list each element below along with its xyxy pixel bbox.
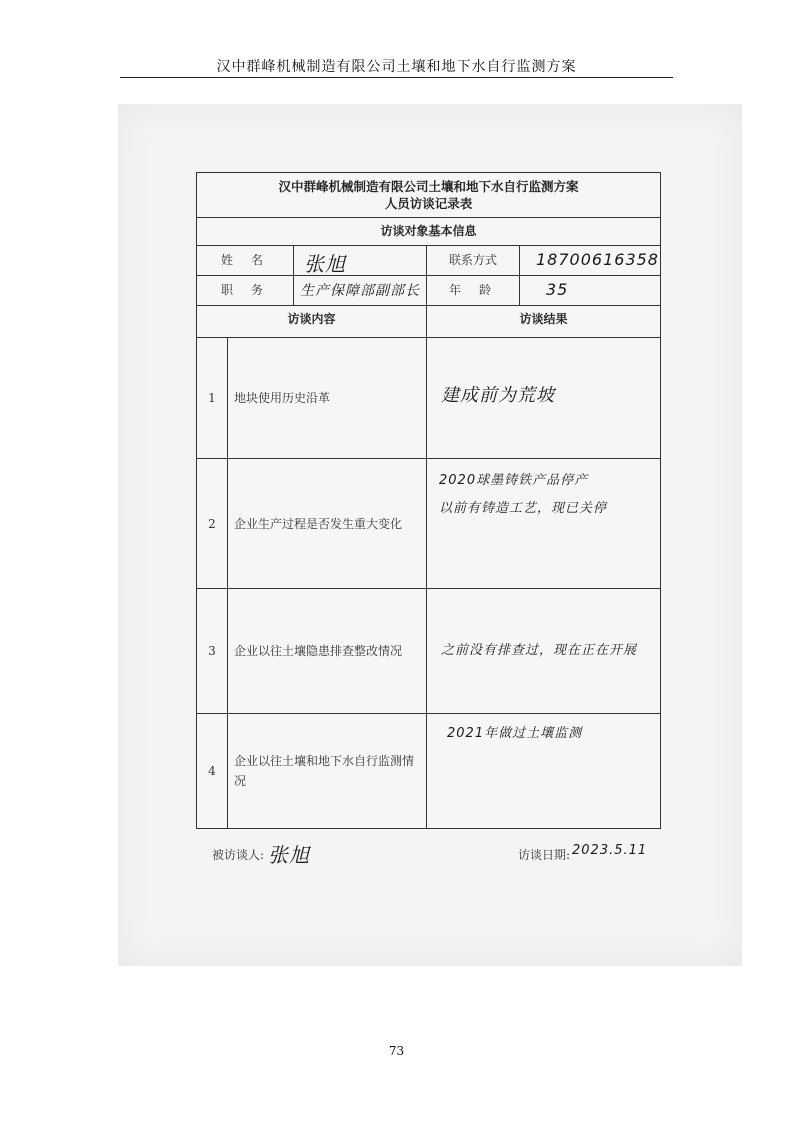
- age-cell: [520, 275, 660, 305]
- answer-line: 2020球墨铸铁产品停产: [439, 473, 589, 488]
- info-row-name: [197, 245, 660, 276]
- question-text: 企业以往土壤隐患排查整改情况: [228, 589, 427, 713]
- contact-value: 18700616358: [536, 250, 659, 269]
- result-header: 访谈结果: [519, 312, 568, 326]
- answer-line: 建成前为荒坡: [441, 385, 555, 406]
- answer-line: 以前有铸造工艺，现已关停: [439, 501, 608, 516]
- interview-date: 2023.5.11: [572, 843, 648, 858]
- question-answer: [427, 337, 660, 458]
- question-row-3: [197, 589, 660, 714]
- contact-label: 联系方式: [427, 245, 520, 275]
- interview-form: [196, 172, 661, 829]
- question-row-2: [197, 459, 660, 589]
- info-row-position: [197, 275, 660, 306]
- age-value: 35: [546, 280, 569, 299]
- name-value: 张旭: [304, 252, 346, 276]
- position-label: 职务: [197, 275, 294, 305]
- form-title: [197, 173, 660, 218]
- question-answer: [427, 459, 660, 588]
- interviewee-signature: 张旭: [268, 843, 310, 867]
- position-value: 生产保障部副部长: [300, 283, 420, 299]
- name-cell: [294, 245, 427, 275]
- age-label: 年龄: [427, 275, 520, 305]
- question-row-4: [197, 714, 660, 828]
- page-header: 汉中群峰机械制造有限公司土壤和地下水自行监测方案: [216, 59, 577, 75]
- answer-line: 之前没有排查过，现在正在开展: [441, 643, 638, 658]
- answer-line: 2021年做过土壤监测: [447, 726, 583, 741]
- question-number: 4: [197, 714, 228, 828]
- question-number: 3: [197, 589, 228, 713]
- question-number: 1: [197, 337, 228, 458]
- contact-cell: [520, 245, 660, 275]
- column-header-row: [197, 305, 660, 338]
- question-text: 企业以往土壤和地下水自行监测情况: [228, 714, 427, 828]
- section-title: 访谈对象基本信息: [197, 218, 660, 246]
- interviewee-label: 被访谈人:: [212, 848, 265, 862]
- question-text: 地块使用历史沿革: [228, 337, 427, 458]
- date-label: 访谈日期:: [518, 848, 571, 862]
- form-title-line2: 人员访谈记录表: [384, 196, 473, 211]
- question-answer: [427, 589, 660, 713]
- form-title-line1: 汉中群峰机械制造有限公司土壤和地下水自行监测方案: [278, 179, 579, 194]
- content-header: 访谈内容: [197, 305, 427, 337]
- header-rule: [120, 77, 673, 78]
- page-number: 73: [388, 1044, 405, 1058]
- question-row-1: [197, 337, 660, 459]
- question-text: 企业生产过程是否发生重大变化: [228, 459, 427, 588]
- name-label: 姓名: [197, 245, 294, 275]
- position-cell: [294, 275, 427, 305]
- question-number: 2: [197, 459, 228, 588]
- question-answer: [427, 714, 660, 828]
